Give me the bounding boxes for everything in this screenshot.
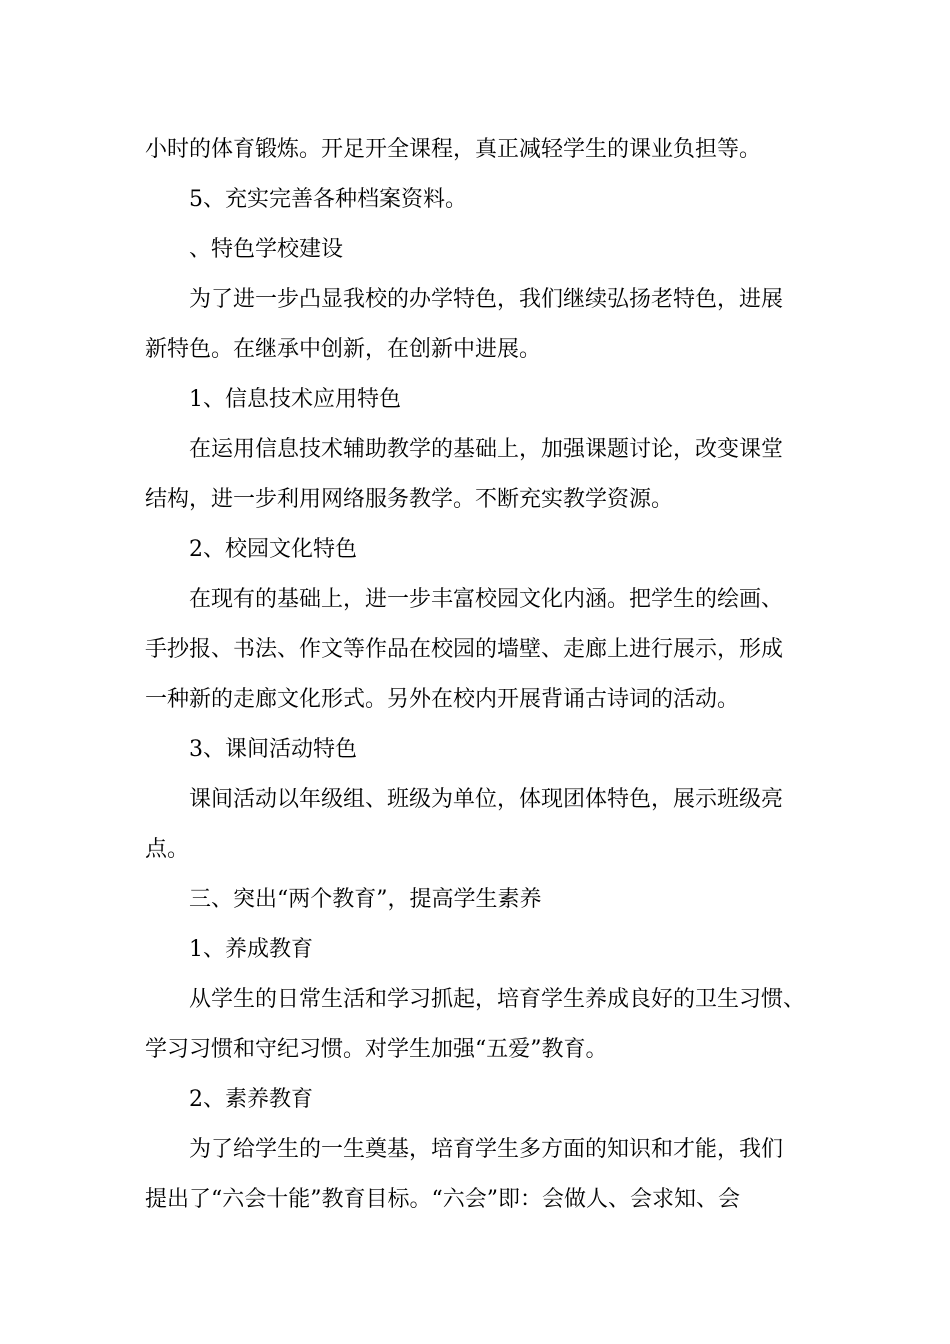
subsection-heading: 1、信息技术应用特色 — [189, 387, 401, 412]
text-line: 从学生的日常生活和学习抓起，培育学生养成良好的卫生习惯、 — [189, 987, 806, 1012]
text-line: 手抄报、书法、作文等作品在校园的墙壁、走廊上进行展示，形成 — [145, 637, 784, 662]
text-line: 点。 — [145, 837, 190, 862]
text-line: 5、充实完善各种档案资料。 — [189, 187, 467, 212]
text-line: 为了进一步凸显我校的办学特色，我们继续弘扬老特色，进展 — [189, 287, 784, 312]
subsection-heading: 1、养成教育 — [189, 937, 313, 962]
text-line: 一种新的走廊文化形式。另外在校内开展背诵古诗词的活动。 — [145, 687, 740, 712]
text-line: 课间活动以年级组、班级为单位，体现团体特色，展示班级亮 — [189, 787, 784, 812]
subsection-heading: 2、素养教育 — [189, 1087, 313, 1112]
text-line: 提出了“六会十能”教育目标。“六会”即：会做人、会求知、会 — [145, 1187, 740, 1212]
text-line: 结构，进一步利用网络服务教学。不断充实教学资源。 — [145, 487, 674, 512]
section-heading: 、特色学校建设 — [189, 237, 344, 262]
text-line: 在运用信息技术辅助教学的基础上，加强课题讨论，改变课堂 — [189, 437, 784, 462]
text-line: 新特色。在继承中创新，在创新中进展。 — [145, 337, 542, 362]
text-line: 小时的体育锻炼。开足开全课程，真正减轻学生的课业负担等。 — [145, 137, 762, 162]
text-line: 学习习惯和守纪习惯。对学生加强“五爱”教育。 — [145, 1037, 608, 1062]
subsection-heading: 2、校园文化特色 — [189, 537, 357, 562]
section-heading: 三、突出“两个教育”，提高学生素养 — [189, 887, 542, 912]
subsection-heading: 3、课间活动特色 — [189, 737, 357, 762]
text-line: 为了给学生的一生奠基，培育学生多方面的知识和才能，我们 — [189, 1137, 784, 1162]
text-line: 在现有的基础上，进一步丰富校园文化内涵。把学生的绘画、 — [189, 587, 784, 612]
